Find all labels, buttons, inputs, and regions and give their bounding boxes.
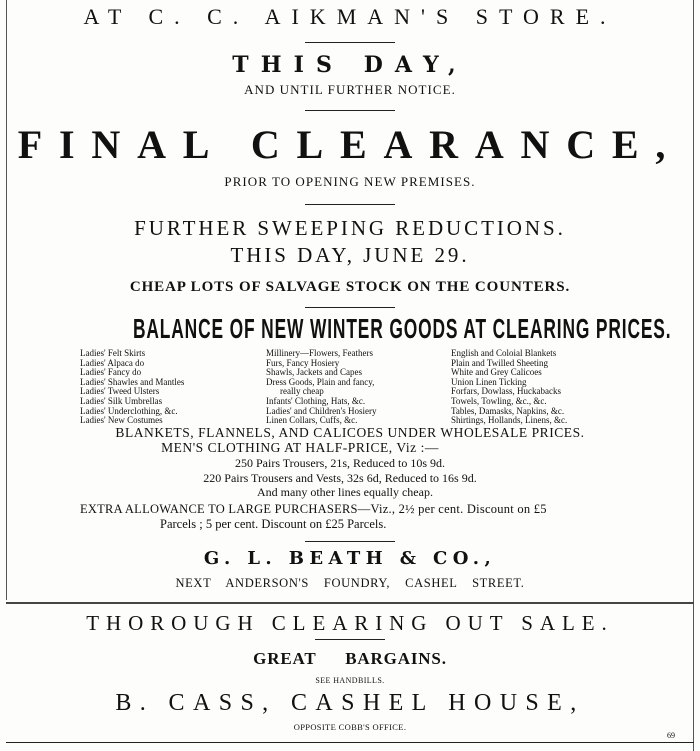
firm-name: G. L. BEATH & CO.,: [203, 548, 497, 569]
page-number: 69: [667, 731, 675, 740]
list-item: English and Coloial Blankets: [451, 348, 557, 358]
divider: [305, 204, 395, 205]
list-item: Ladies' Silk Umbrellas: [80, 395, 163, 406]
trousers-line-2: 220 Pairs Trousers and Vests, 32s 6d, Reduced to 16s 9d.: [203, 471, 477, 485]
list-item: Linen Collars, Cuffs, &c.: [266, 415, 358, 426]
millinery-column: [266, 349, 376, 426]
list-item: Union Linen Ticking: [451, 376, 527, 387]
list-item: Plain and Twilled Sheeting: [451, 357, 548, 368]
firm-address: NEXT ANDERSON'S FOUNDRY, CASHEL STREET.: [175, 576, 525, 590]
list-item: Ladies' New Costumes: [80, 415, 163, 426]
list-item: Shawls, Jackets and Capes: [266, 367, 362, 378]
blankets-line: BLANKETS, FLANNELS, AND CALICOES UNDER WHOLESALE PRICES.: [115, 425, 585, 440]
list-item: Towels, Towling, &c., &c.: [451, 395, 547, 406]
linens-column: [451, 349, 567, 426]
great-bargains: GREAT BARGAINS.: [253, 649, 447, 668]
list-item: Ladies' Tweed Ulsters: [80, 386, 160, 397]
list-item: Ladies' and Children's Hosiery: [266, 405, 377, 416]
see-handbills: SEE HANDBILLS.: [315, 676, 385, 685]
further-reductions: FURTHER SWEEPING REDUCTIONS.: [134, 216, 566, 240]
list-item: Millinery—Flowers, Feathers: [266, 348, 373, 358]
list-item: White and Grey Calicoes: [451, 367, 542, 378]
divider: [315, 639, 385, 640]
this-day-date: THIS DAY, JUNE 29.: [230, 243, 470, 267]
opposite-cobbs-office: OPPOSITE COBB'S OFFICE.: [293, 722, 407, 732]
thorough-clearing-heading: THOROUGH CLEARING OUT SALE.: [86, 611, 614, 635]
balance-heading: BALANCE OF NEW WINTER GOODS AT CLEARING PRICES.: [133, 313, 672, 344]
mens-clothing-line: MEN'S CLOTHING AT HALF-PRICE, Viz :—: [161, 440, 439, 455]
list-item: Infants' Clothing, Hats, &c.: [266, 395, 366, 406]
list-item: Ladies' Alpaca do: [80, 357, 145, 368]
divider: [305, 42, 395, 43]
until-notice: AND UNTIL FURTHER NOTICE.: [244, 82, 456, 97]
cheap-lots: CHEAP LOTS OF SALVAGE STOCK ON THE COUNTERS.: [129, 279, 571, 295]
list-item: Forfars, Dowlass, Huckabacks: [451, 386, 561, 397]
list-item: really cheap: [280, 386, 324, 397]
bottom-rule: [6, 742, 694, 743]
right-border: [693, 0, 694, 751]
section-separator: [6, 602, 694, 604]
list-item: Tables, Damasks, Napkins, &c.: [451, 405, 565, 416]
extra-allowance-line-2: Parcels ; 5 per cent. Discount on £25 Parcels.: [160, 517, 387, 531]
prior-to-opening: PRIOR TO OPENING NEW PREMISES.: [224, 174, 476, 189]
cass-house-heading: B. CASS, CASHEL HOUSE,: [115, 690, 585, 716]
extra-allowance-line-1: EXTRA ALLOWANCE TO LARGE PURCHASERS—Viz., 2½ per cent. Discount on £5: [80, 502, 547, 516]
list-item: Furs, Fancy Hosiery: [266, 357, 340, 368]
ladies-column: [80, 349, 184, 426]
store-header: AT C. C. AIKMAN'S STORE.: [83, 4, 617, 29]
list-item: Ladies' Shawles and Mantles: [80, 376, 185, 387]
list-item: Ladies' Felt Skirts: [80, 348, 146, 358]
this-day-heading: THIS DAY,: [232, 52, 468, 78]
divider: [305, 541, 395, 542]
list-item: Dress Goods, Plain and fancy,: [266, 376, 375, 387]
final-clearance-heading: FINAL CLEARANCE,: [17, 122, 683, 167]
list-item: Ladies' Fancy do: [80, 367, 142, 378]
list-item: Ladies' Underclothing, &c.: [80, 405, 178, 416]
list-item: Shirtings, Hollands, Linens, &c.: [451, 415, 568, 426]
divider: [305, 307, 395, 308]
many-other-lines: And many other lines equally cheap.: [257, 485, 433, 499]
trousers-line-1: 250 Pairs Trousers, 21s, Reduced to 10s 9d.: [234, 456, 445, 470]
divider: [305, 110, 395, 111]
